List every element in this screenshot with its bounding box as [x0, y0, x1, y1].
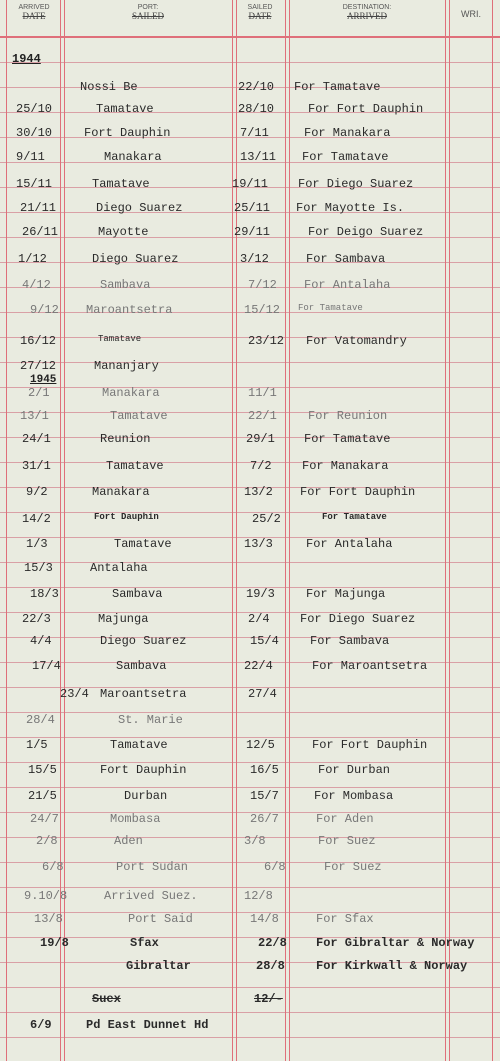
- port-name: Majunga: [98, 612, 149, 626]
- port-name: Diego Suarez: [100, 634, 187, 648]
- destination: For Suez: [324, 860, 382, 874]
- port-name: Diego Suarez: [96, 201, 183, 215]
- port-name: Diego Suarez: [92, 252, 179, 266]
- header-sailed: [236, 4, 284, 20]
- sailed-date: 19/3: [246, 587, 275, 601]
- header-port: [64, 4, 232, 20]
- port-name: Mayotte: [98, 225, 149, 239]
- arrived-date: 1/3: [26, 537, 48, 551]
- arrived-date: 9/2: [26, 485, 48, 499]
- sailed-date: 3/8: [244, 834, 266, 848]
- destination: For Manakara: [304, 126, 391, 140]
- sailed-date: 11/1: [248, 386, 277, 400]
- header-arrived-bottom: DATE: [22, 11, 46, 21]
- port-name: Tamatave: [92, 177, 150, 191]
- port-name: Fort Dauphin: [84, 126, 171, 140]
- sailed-date: 6/8: [264, 860, 286, 874]
- port-name: Fort Dauphin: [94, 512, 159, 522]
- arrived-date: 18/3: [30, 587, 59, 601]
- arrived-date: 6/9: [30, 1018, 52, 1032]
- destination: For Deigo Suarez: [308, 225, 424, 239]
- arrived-date: 13/1: [20, 409, 49, 423]
- destination: For Tamatave: [294, 80, 381, 94]
- sailed-date: 14/8: [250, 912, 279, 926]
- port-name: Maroantsetra: [100, 687, 187, 701]
- arrived-date: 14/2: [22, 512, 51, 526]
- arrived-date: 9/11: [16, 150, 45, 164]
- port-name: Sambava: [116, 659, 167, 673]
- header-sailed-top: SAILED: [247, 4, 273, 11]
- port-name: Antalaha: [90, 561, 148, 575]
- arrived-date: 27/12: [20, 359, 57, 373]
- sailed-date: 12/8: [244, 889, 273, 903]
- column-rule-sailed: [285, 0, 290, 1061]
- header-rule: [0, 36, 500, 38]
- header-sailed-bottom: DATE: [248, 11, 272, 21]
- sailed-date: 12/5: [246, 738, 275, 752]
- ruled-line: [0, 887, 500, 888]
- port-name: Reunion: [100, 432, 151, 446]
- port-name: Port Sudan: [116, 860, 189, 874]
- arrived-date: 21/11: [20, 201, 57, 215]
- sailed-date: 7/2: [250, 459, 272, 473]
- sailed-date: 7/11: [240, 126, 269, 140]
- header-destination-top: DESTINATION:: [342, 4, 392, 11]
- ruled-line: [0, 362, 500, 363]
- port-name: Nossi Be: [80, 80, 138, 94]
- sailed-date: 28/10: [238, 102, 275, 116]
- destination: For Sfax: [316, 912, 374, 926]
- sailed-date: 25/11: [234, 201, 271, 215]
- ruled-line: [0, 862, 500, 863]
- sailed-date: 26/7: [250, 812, 279, 826]
- arrived-date: 15/5: [28, 763, 57, 777]
- arrived-date: 25/10: [16, 102, 53, 116]
- arrived-date: 9.10/8: [24, 889, 68, 903]
- arrived-date: 26/11: [22, 225, 59, 239]
- destination: For Kirkwall & Norway: [316, 959, 468, 973]
- column-rule-port: [232, 0, 237, 1061]
- sailed-date: 22/4: [244, 659, 273, 673]
- sailed-date: 22/10: [238, 80, 275, 94]
- header-arrived-top: ARRIVED: [18, 4, 50, 11]
- destination: For Tamatave: [302, 150, 389, 164]
- arrived-date: 21/5: [28, 789, 57, 803]
- port-name: Manakara: [102, 386, 160, 400]
- right-margin-rule: [492, 0, 493, 1061]
- destination: For Diego Suarez: [300, 612, 416, 626]
- port-name: Manakara: [104, 150, 162, 164]
- destination: For Gibraltar & Norway: [316, 936, 475, 950]
- arrived-date: 2/8: [36, 834, 58, 848]
- port-name: Tamatave: [114, 537, 172, 551]
- ruled-line: [0, 712, 500, 713]
- arrived-date: 15/11: [16, 177, 53, 191]
- port-name: Mananjary: [94, 359, 159, 373]
- header-arrived: [8, 4, 60, 20]
- header-destination: [290, 4, 444, 20]
- year-1945: 1945: [30, 374, 57, 386]
- arrived-date: 9/12: [30, 303, 59, 317]
- header-destination-bottom: ARRIVED: [347, 11, 387, 21]
- port-name: Fort Dauphin: [100, 763, 187, 777]
- destination: For Fort Dauphin: [308, 102, 424, 116]
- arrived-date: 1/12: [18, 252, 47, 266]
- arrived-date: 24/1: [22, 432, 51, 446]
- sailed-date: 29/11: [234, 225, 271, 239]
- arrived-date: 19/8: [40, 936, 69, 950]
- sailed-date: 15/12: [244, 303, 281, 317]
- port-name: Sambava: [100, 278, 151, 292]
- arrived-date: 31/1: [22, 459, 51, 473]
- destination: For Tamatave: [298, 303, 363, 313]
- arrived-date: 15/3: [24, 561, 53, 575]
- destination: For Durban: [318, 763, 391, 777]
- port-name: Aden: [114, 834, 143, 848]
- port-name: Maroantsetra: [86, 303, 173, 317]
- ruled-line: [0, 787, 500, 788]
- sailed-date: 3/12: [240, 252, 269, 266]
- sailed-date: 2/4: [248, 612, 270, 626]
- arrived-date: 28/4: [26, 713, 55, 727]
- sailed-date: 23/12: [248, 334, 285, 348]
- port-name: Tamatave: [96, 102, 154, 116]
- port-name: Tamatave: [98, 334, 142, 344]
- ruled-line: [0, 1012, 500, 1013]
- port-name: St. Marie: [118, 713, 183, 727]
- destination: For Fort Dauphin: [312, 738, 428, 752]
- destination: For Sambava: [306, 252, 386, 266]
- sailed-date: 13/2: [244, 485, 273, 499]
- port-name: Tamatave: [106, 459, 164, 473]
- ruled-line: [0, 62, 500, 63]
- destination: For Sambava: [310, 634, 390, 648]
- port-name: Tamatave: [110, 409, 168, 423]
- margin-rule: [6, 0, 7, 1061]
- sailed-date: 25/2: [252, 512, 281, 526]
- arrived-date: 22/3: [22, 612, 51, 626]
- sailed-date: 13/3: [244, 537, 273, 551]
- port-name: Mombasa: [110, 812, 161, 826]
- arrived-date: 13/8: [34, 912, 63, 926]
- arrived-date: 24/7: [30, 812, 59, 826]
- destination: For Vatomandry: [306, 334, 407, 348]
- destination: For Antalaha: [306, 537, 393, 551]
- destination: For Suez: [318, 834, 376, 848]
- sailed-date: 16/5: [250, 763, 279, 777]
- sailed-date: 12/-: [254, 992, 283, 1006]
- destination: For Tamatave: [304, 432, 391, 446]
- destination: For Antalaha: [304, 278, 391, 292]
- port-name: Tamatave: [110, 738, 168, 752]
- arrived-date: 4/12: [22, 278, 51, 292]
- sailed-date: 28/8: [256, 959, 285, 973]
- ruled-line: [0, 562, 500, 563]
- header-wri-label: WRI.: [461, 9, 481, 19]
- arrived-date: 1/5: [26, 738, 48, 752]
- sailed-date: 27/4: [248, 687, 277, 701]
- header-wri: [450, 10, 492, 18]
- arrived-date: 23/4: [60, 687, 89, 701]
- ruled-line: [0, 1037, 500, 1038]
- destination: For Reunion: [308, 409, 388, 423]
- arrived-date: 30/10: [16, 126, 53, 140]
- destination: For Tamatave: [322, 512, 387, 522]
- arrived-date: 4/4: [30, 634, 52, 648]
- destination: For Majunga: [306, 587, 386, 601]
- destination: For Manakara: [302, 459, 389, 473]
- destination: For Diego Suarez: [298, 177, 414, 191]
- destination: For Aden: [316, 812, 374, 826]
- port-name: Arrived Suez.: [104, 889, 198, 903]
- destination: For Maroantsetra: [312, 659, 428, 673]
- column-rule-destination: [445, 0, 450, 1061]
- ruled-line: [0, 987, 500, 988]
- sailed-date: 22/1: [248, 409, 277, 423]
- port-name: Suex: [92, 992, 121, 1006]
- sailed-date: 22/8: [258, 936, 287, 950]
- destination: For Mayotte Is.: [296, 201, 405, 215]
- header-port-bottom: SAILED: [132, 11, 164, 21]
- sailed-date: 29/1: [246, 432, 275, 446]
- port-name: Sfax: [130, 936, 159, 950]
- port-name: Sambava: [112, 587, 163, 601]
- ruled-line: [0, 512, 500, 513]
- arrived-date: 6/8: [42, 860, 64, 874]
- arrived-date: 2/1: [28, 386, 50, 400]
- sailed-date: 7/12: [248, 278, 277, 292]
- arrived-date: 16/12: [20, 334, 57, 348]
- arrived-date: 17/4: [32, 659, 61, 673]
- destination: For Fort Dauphin: [300, 485, 416, 499]
- port-name: Durban: [124, 789, 168, 803]
- port-name: Gibraltar: [126, 959, 191, 973]
- header-port-top: PORT:: [137, 4, 159, 11]
- sailed-date: 13/11: [240, 150, 277, 164]
- port-name: Port Said: [128, 912, 193, 926]
- port-name: Manakara: [92, 485, 150, 499]
- sailed-date: 15/7: [250, 789, 279, 803]
- sailed-date: 15/4: [250, 634, 279, 648]
- sailed-date: 19/11: [232, 177, 269, 191]
- year-1944: 1944: [12, 52, 41, 66]
- destination: For Mombasa: [314, 789, 394, 803]
- port-name: Pd East Dunnet Hd: [86, 1018, 209, 1032]
